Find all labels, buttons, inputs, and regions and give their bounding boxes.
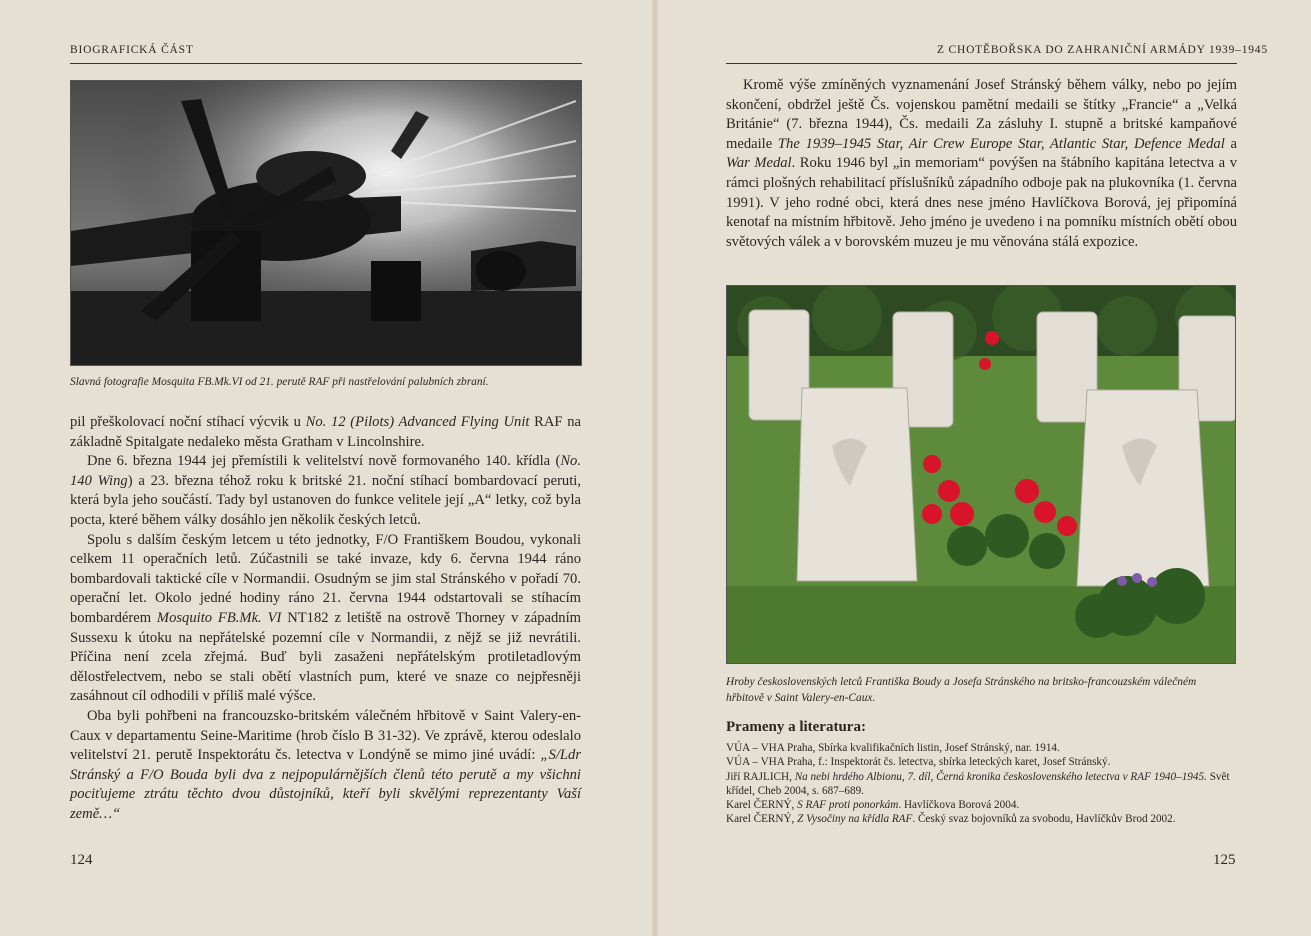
paragraph-2 — [70, 452, 581, 530]
left-page — [0, 0, 655, 936]
paragraph-1 — [70, 413, 581, 452]
source-title: S RAF proti ponorkám — [797, 799, 899, 812]
source-text: VÚA – VHA Praha, Sbírka kvalifikačních listin, Josef Stránský, nar. 1914. — [726, 742, 1060, 754]
mosquito-photo — [70, 80, 582, 366]
source-author: Karel ČERNÝ, — [726, 813, 798, 826]
mosquito-photo-graphic — [71, 81, 581, 365]
medal-name: War Medal — [726, 155, 792, 172]
source-text: VÚA – VHA Praha, f.: Inspektorát čs. letectva, sbírka leteckých karet, Josef Stránský. — [726, 756, 1111, 769]
text-run: RAF na základně Spitalgate nedaleko města Gratham v Lincolnshire. — [70, 414, 581, 450]
source-item — [726, 755, 1237, 769]
text-run: NT182 z letiště na ostrově Thorney v západním Sussexu k útoku na nepřátelské pozemní cíle v Normandii, z nějž se již nevrátili. Příčina není zcela zřejmá. Buď byli zasaženi nepřátelským protiletadlovým dělostřelectvem, nebo se stali obětí vlastních pum, které ve snaze co nejpřesněji zasáhnout cíl odhodili v příliš malé výšce. — [70, 609, 581, 705]
text-run: pil přeškolovací noční stíhací výcvik u — [70, 414, 306, 430]
source-title: Z Vysočiny na křídla RAF — [797, 813, 913, 826]
text-run: a — [1224, 135, 1237, 152]
text-run: . Roku 1946 byl „in memoriam“ povýšen na štábního kapitána letectva a v rámci plošných rehabilitací příslušníků západního odboje pak na plukovníka (1. června 1991). V jeho rodné obci, která dnes nese jméno Havlíčkova Borová, jej připomíná kenotaf na místním hřbitově. Jeho jméno je uvedeno i na pomníku místních obětí obou světových válek a v borovském muzeu je mu věnována stálá expozice. — [726, 155, 1237, 250]
sources-list — [726, 741, 1237, 827]
source-author: Jiří RAJLICH, — [726, 770, 795, 783]
graves-photo-graphic — [727, 286, 1235, 663]
aircraft-name: Mosquito FB.Mk. VI — [156, 609, 282, 626]
source-title: Na nebi hrdého Albionu, 7. díl, Černá kronika československého letectva v RAF 1940–1945. — [794, 770, 1207, 783]
running-head-left: BIOGRAFICKÁ ČÁST — [70, 44, 194, 56]
source-item — [726, 741, 1237, 755]
text-run: ) a 23. března téhož roku k britské 21. noční stíhací bombardovací peruti, která byla jeho součástí. Tady byl ustanoven do funkce velitele její „A“ letky, což byla pocta, které během války dosáhlo jen několik českých letců. — [70, 472, 581, 528]
quote: „S/Ldr Stránský a F/O Bouda byli dva z nejpopulárnějších členů této perutě a my všichni pociťujeme ztrátu těchto dvou důstojníků, kteří byli skvělými reprezentanty Vaší země…“ — [70, 747, 581, 822]
source-publisher: . Český svaz bojovníků za svobodu, Havlíčkův Brod 2002. — [912, 813, 1176, 826]
source-publisher: Svět křídel, Cheb 2004, s. 687–689. — [726, 770, 1230, 797]
text-run: Spolu s dalším českým letcem u této jednotky, F/O Františkem Boudou, vykonali celkem 11 operačních letů. Zúčastnili se také invaze, kdy 6. června 1944 ráno bombardovali taktické cíle v Normandii. Osudným se jim stal Stránského v pořadí 70. operační let. Okolo jedné hodiny ráno 21. června 1944 odstartovali se stíhacím bombardérem — [70, 531, 581, 626]
header-rule-left — [70, 63, 582, 64]
source-item — [726, 798, 1237, 812]
paragraph-4 — [70, 707, 581, 825]
medal-names: The 1939–1945 Star, Air Crew Europe Star, Atlantic Star, Defence Medal — [777, 135, 1225, 152]
photo-caption-left: Slavná fotografie Mosquita FB.Mk.VI od 21. perutě RAF při nastřelování palubních zbraní. — [70, 376, 489, 388]
header-rule-right — [726, 63, 1237, 64]
body-text-right — [726, 76, 1237, 252]
page-number-right: 125 — [1213, 852, 1236, 868]
unit-name: No. 12 (Pilots) Advanced Flying Unit — [305, 414, 530, 430]
source-author: Karel ČERNÝ, — [726, 799, 798, 812]
source-publisher: . Havlíčkova Borová 2004. — [898, 799, 1020, 812]
page-number-left: 124 — [70, 852, 93, 868]
source-item — [726, 770, 1237, 799]
body-text-left — [70, 413, 581, 824]
photo-caption-right: Hroby československých letců Františka Boudy a Josefa Stránského na britsko-francouzském válečném hřbitově v Saint Valery-en-Caux. — [726, 676, 1197, 704]
text-run: Kromě výše zmíněných vyznamenání Josef Stránský během války, nebo po jejím skončení, obdržel ještě Čs. vojenskou pamětní medaili se štítky „Francie“ a „Velká Británie“ (7. března 1944), Čs. medaili Za zásluhy I. stupně a britské kampaňové medaile — [726, 77, 1237, 152]
source-item — [726, 812, 1237, 826]
text-run: Oba byli pohřbeni na francouzsko-britském válečném hřbitově v Saint Valery-en-Caux v departamentu Seine-Maritime (hrob číslo B 31-32). Ve zprávě, kterou odeslalo velitelství 21. perutě Inspektorátu čs. letectva v Londýně se mimo jiné uvádí: — [70, 707, 581, 764]
graves-photo — [726, 285, 1236, 664]
paragraph-3 — [70, 531, 581, 707]
text-run: Dne 6. března 1944 jej přemístili k velitelství nově formovaného 140. křídla ( — [87, 453, 561, 470]
paragraph-medals — [726, 76, 1237, 252]
running-head-right: Z CHOTĚBOŘSKA DO ZAHRANIČNÍ ARMÁDY 1939–1945 — [937, 44, 1268, 56]
right-page — [655, 0, 1311, 936]
sources-heading: Prameny a literatura: — [726, 719, 866, 735]
wing-name: No. 140 Wing — [70, 453, 581, 489]
